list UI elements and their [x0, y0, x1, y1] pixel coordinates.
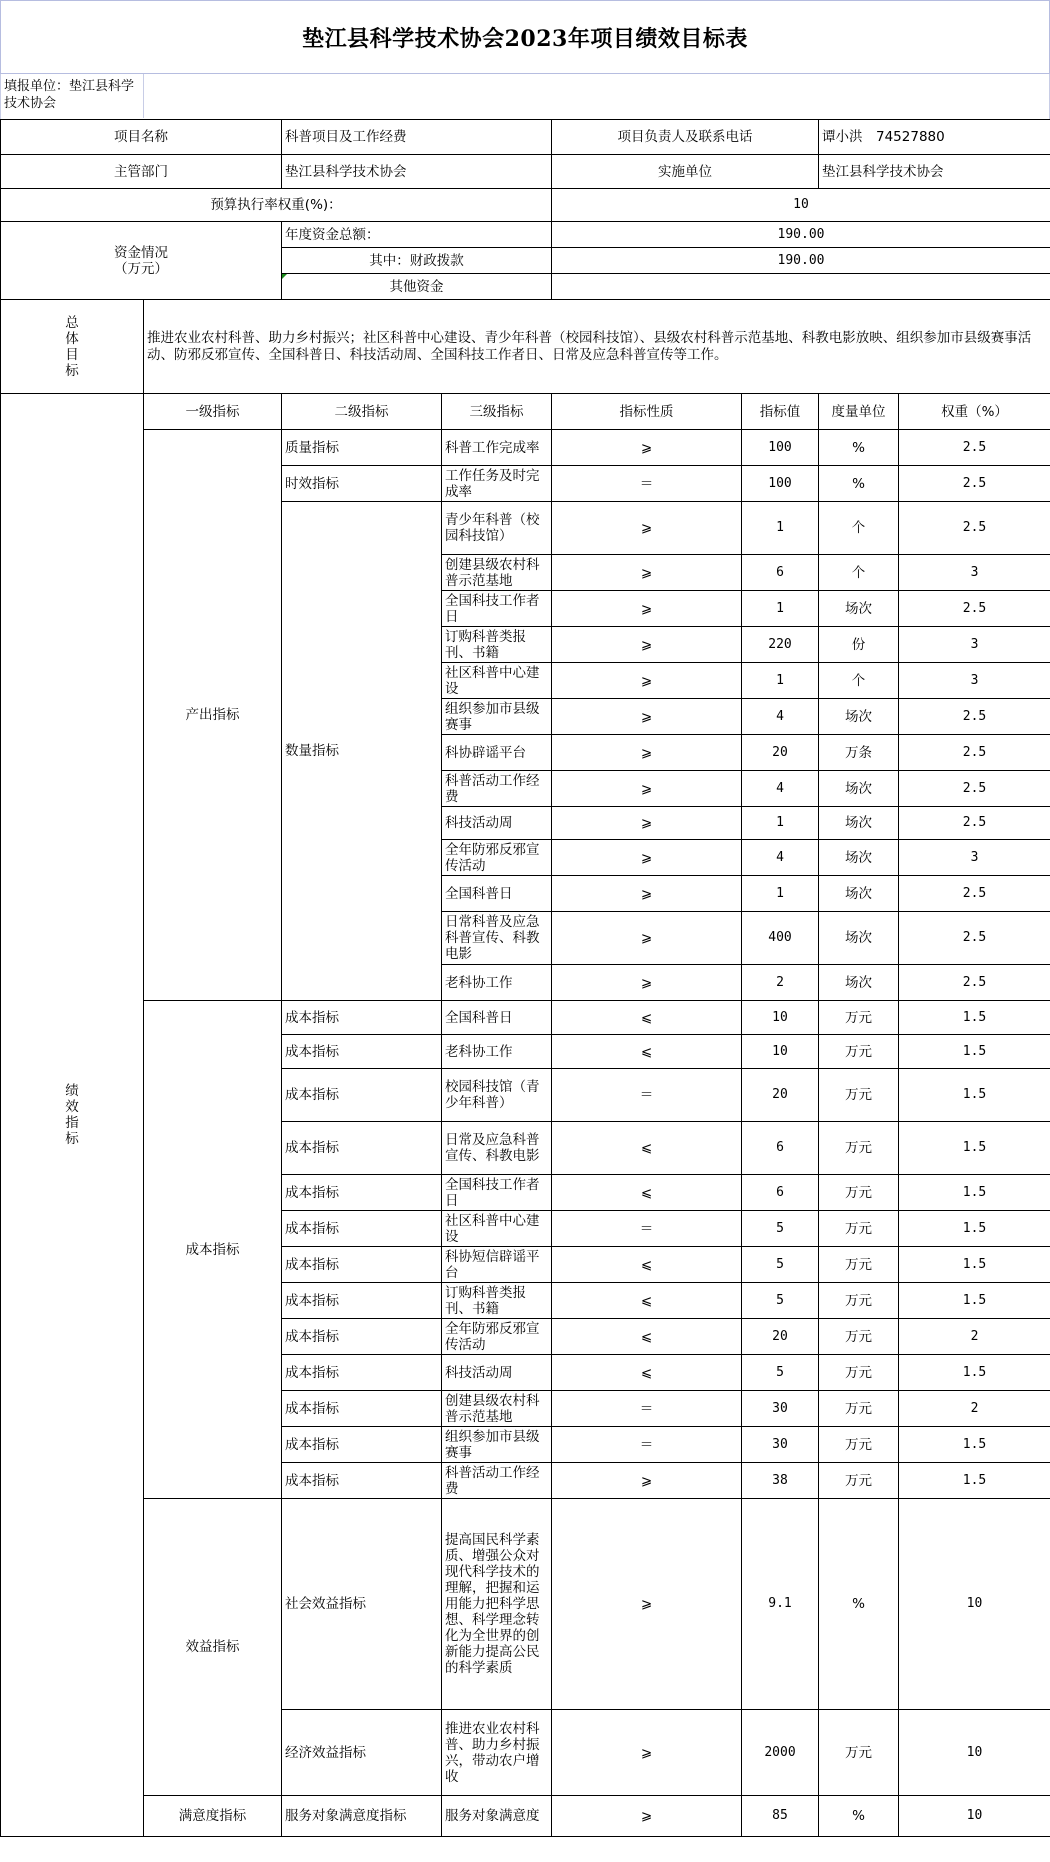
- perf-label: 绩 效 指 标: [1, 394, 144, 1837]
- level2-indicator: 数量指标: [282, 502, 442, 1001]
- indicator-nature: ⩾: [552, 1499, 742, 1710]
- indicator-value: 9.1: [742, 1499, 819, 1710]
- indicator-nature: ＝: [552, 1211, 742, 1247]
- measure-unit: 个: [819, 502, 899, 555]
- level3-indicator: 社区科普中心建设: [442, 1211, 552, 1247]
- indicator-value: 4: [742, 699, 819, 735]
- level3-indicator: 组织参加市县级赛事: [442, 1427, 552, 1463]
- level3-indicator: 全国科普日: [442, 876, 552, 912]
- measure-unit: 场次: [819, 807, 899, 840]
- indicator-weight: 1.5: [899, 1122, 1050, 1175]
- budget-weight-value: 10: [552, 189, 1050, 222]
- indicator-nature: ⩾: [552, 771, 742, 807]
- level2-indicator: 社会效益指标: [282, 1499, 442, 1710]
- header-nature: 指标性质: [552, 394, 742, 430]
- indicator-nature: ⩾: [552, 840, 742, 876]
- level3-indicator: 全国科普日: [442, 1001, 552, 1035]
- indicator-weight: 1.5: [899, 1427, 1050, 1463]
- indicator-nature: ⩽: [552, 1355, 742, 1391]
- indicator-value: 2: [742, 965, 819, 1001]
- indicator-weight: 3: [899, 840, 1050, 876]
- indicator-value: 1: [742, 663, 819, 699]
- project-name-label: 项目名称: [1, 120, 282, 155]
- impl-value: 垫江县科学技术协会: [819, 155, 1050, 189]
- level2-indicator: 成本指标: [282, 1122, 442, 1175]
- measure-unit: 个: [819, 663, 899, 699]
- level2-indicator: 成本指标: [282, 1427, 442, 1463]
- level2-indicator: 服务对象满意度指标: [282, 1796, 442, 1837]
- indicator-row: [1, 1499, 1050, 1710]
- indicator-value: 85: [742, 1796, 819, 1837]
- level3-indicator: 全年防邪反邪宣传活动: [442, 840, 552, 876]
- measure-unit: 万元: [819, 1710, 899, 1796]
- indicator-weight: 2.5: [899, 699, 1050, 735]
- fund-other-value: [552, 274, 1050, 300]
- indicator-value: 6: [742, 1122, 819, 1175]
- indicator-value: 1: [742, 502, 819, 555]
- measure-unit: %: [819, 1796, 899, 1837]
- header-unit: 度量单位: [819, 394, 899, 430]
- indicator-nature: ⩾: [552, 591, 742, 627]
- fund-total-value: 190.00: [552, 222, 1050, 248]
- measure-unit: %: [819, 430, 899, 466]
- indicator-nature: ⩾: [552, 663, 742, 699]
- level3-indicator: 全国科技工作者日: [442, 1175, 552, 1211]
- measure-unit: 万元: [819, 1211, 899, 1247]
- indicator-value: 4: [742, 771, 819, 807]
- dept-label: 主管部门: [1, 155, 282, 189]
- indicator-value: 30: [742, 1391, 819, 1427]
- indicator-nature: ＝: [552, 1391, 742, 1427]
- level3-indicator: 科协辟谣平台: [442, 735, 552, 771]
- indicator-weight: 2.5: [899, 591, 1050, 627]
- indicator-nature: ⩽: [552, 1319, 742, 1355]
- measure-unit: 场次: [819, 699, 899, 735]
- level1-output: 产出指标: [144, 430, 282, 1001]
- level3-indicator: 科普活动工作经费: [442, 771, 552, 807]
- header-level2: 二级指标: [282, 394, 442, 430]
- goal-text: 推进农业农村科普、助力乡村振兴；社区科普中心建设、青少年科普（校园科技馆）、县级农村科普示范基地、科教电影放映、组织参加市县级赛事活动、防邪反邪宣传、全国科普日、科技活动周、全国科技工作者日、日常及应急科普宣传等工作。: [144, 300, 1050, 394]
- level2-indicator: 成本指标: [282, 1247, 442, 1283]
- indicator-value: 30: [742, 1427, 819, 1463]
- level3-indicator: 创建县级农村科普示范基地: [442, 1391, 552, 1427]
- indicator-weight: 2.5: [899, 876, 1050, 912]
- indicator-value: 100: [742, 466, 819, 502]
- indicator-weight: 1.5: [899, 1355, 1050, 1391]
- indicator-weight: 2.5: [899, 466, 1050, 502]
- indicator-value: 5: [742, 1211, 819, 1247]
- level3-indicator: 工作任务及时完成率: [442, 466, 552, 502]
- page-title: 垫江县科学技术协会2023年项目绩效目标表: [0, 0, 1050, 74]
- indicator-weight: 2.5: [899, 735, 1050, 771]
- indicator-weight: 2.5: [899, 807, 1050, 840]
- level3-indicator: 科协短信辟谣平台: [442, 1247, 552, 1283]
- level3-indicator: 科技活动周: [442, 807, 552, 840]
- indicator-weight: 2.5: [899, 965, 1050, 1001]
- indicator-weight: 1.5: [899, 1463, 1050, 1499]
- indicator-nature: ＝: [552, 466, 742, 502]
- level3-indicator: 组织参加市县级赛事: [442, 699, 552, 735]
- measure-unit: 场次: [819, 876, 899, 912]
- indicator-weight: 2.5: [899, 771, 1050, 807]
- indicator-nature: ⩾: [552, 807, 742, 840]
- fund-label: 资金情况 （万元）: [1, 222, 282, 300]
- dept-value: 垫江县科学技术协会: [282, 155, 552, 189]
- indicator-value: 220: [742, 627, 819, 663]
- indicator-weight: 3: [899, 663, 1050, 699]
- level3-indicator: 提高国民科学素质、增强公众对现代科学技术的理解，把握和运用能力把科学思想、科学理念转化为全世界的创新能力提高公民的科学素质: [442, 1499, 552, 1710]
- indicator-nature: ⩽: [552, 1175, 742, 1211]
- level2-indicator: 质量指标: [282, 430, 442, 466]
- measure-unit: 场次: [819, 591, 899, 627]
- indicator-weight: 3: [899, 555, 1050, 591]
- indicator-weight: 2: [899, 1319, 1050, 1355]
- header-value: 指标值: [742, 394, 819, 430]
- indicator-weight: 1.5: [899, 1001, 1050, 1035]
- level2-indicator: 成本指标: [282, 1175, 442, 1211]
- measure-unit: 场次: [819, 840, 899, 876]
- indicator-value: 10: [742, 1001, 819, 1035]
- indicator-nature: ⩽: [552, 1122, 742, 1175]
- contact-value: 谭小洪 74527880: [819, 120, 1050, 155]
- indicator-nature: ⩾: [552, 627, 742, 663]
- indicator-value: 1: [742, 591, 819, 627]
- indicator-value: 38: [742, 1463, 819, 1499]
- level2-indicator: 成本指标: [282, 1001, 442, 1035]
- indicator-weight: 10: [899, 1499, 1050, 1710]
- fund-total-label: 年度资金总额：: [282, 222, 552, 248]
- performance-table: [0, 119, 1050, 1837]
- level3-indicator: 校园科技馆（青少年科普）: [442, 1069, 552, 1122]
- level3-indicator: 订购科普类报刊、书籍: [442, 627, 552, 663]
- level3-indicator: 日常及应急科普宣传、科教电影: [442, 1122, 552, 1175]
- measure-unit: 万元: [819, 1391, 899, 1427]
- level2-indicator: 成本指标: [282, 1283, 442, 1319]
- measure-unit: 万元: [819, 1247, 899, 1283]
- filler-unit-label: 填报单位：垫江县科学技术协会: [1, 74, 144, 118]
- indicator-nature: ⩾: [552, 1710, 742, 1796]
- indicator-value: 100: [742, 430, 819, 466]
- indicator-value: 6: [742, 1175, 819, 1211]
- project-name-value: 科普项目及工作经费: [282, 120, 552, 155]
- level1-benefit: 效益指标: [144, 1499, 282, 1796]
- measure-unit: 万元: [819, 1175, 899, 1211]
- measure-unit: 万元: [819, 1355, 899, 1391]
- indicator-nature: ⩽: [552, 1035, 742, 1069]
- measure-unit: %: [819, 1499, 899, 1710]
- level3-indicator: 青少年科普（校园科技馆）: [442, 502, 552, 555]
- indicator-value: 5: [742, 1355, 819, 1391]
- indicator-nature: ⩾: [552, 912, 742, 965]
- indicator-nature: ＝: [552, 1069, 742, 1122]
- level3-indicator: 科普活动工作经费: [442, 1463, 552, 1499]
- indicator-nature: ⩾: [552, 502, 742, 555]
- level3-indicator: 日常科普及应急科普宣传、科教电影: [442, 912, 552, 965]
- indicator-value: 20: [742, 1069, 819, 1122]
- indicator-weight: 2.5: [899, 430, 1050, 466]
- measure-unit: 个: [819, 555, 899, 591]
- fund-fiscal-value: 190.00: [552, 248, 1050, 274]
- level1-cost: 成本指标: [144, 1001, 282, 1499]
- indicator-nature: ⩾: [552, 555, 742, 591]
- level3-indicator: 推进农业农村科普、助力乡村振兴，带动农户增收: [442, 1710, 552, 1796]
- fund-fiscal-label: 其中：财政拨款: [282, 248, 552, 274]
- measure-unit: 万元: [819, 1319, 899, 1355]
- level3-indicator: 科技活动周: [442, 1355, 552, 1391]
- indicator-nature: ⩽: [552, 1001, 742, 1035]
- indicator-value: 10: [742, 1035, 819, 1069]
- measure-unit: 万元: [819, 1283, 899, 1319]
- measure-unit: 场次: [819, 912, 899, 965]
- measure-unit: 万元: [819, 1001, 899, 1035]
- indicator-nature: ⩾: [552, 1796, 742, 1837]
- contact-label: 项目负责人及联系电话: [552, 120, 819, 155]
- indicator-header-row: [1, 394, 1050, 430]
- indicator-nature: ⩾: [552, 1463, 742, 1499]
- level2-indicator: 成本指标: [282, 1069, 442, 1122]
- indicator-weight: 10: [899, 1710, 1050, 1796]
- indicator-value: 1: [742, 876, 819, 912]
- fund-other-label: 其他资金: [282, 274, 552, 300]
- indicator-weight: 2.5: [899, 912, 1050, 965]
- indicator-nature: ⩾: [552, 430, 742, 466]
- indicator-value: 6: [742, 555, 819, 591]
- measure-unit: 场次: [819, 965, 899, 1001]
- level1-satisfaction: 满意度指标: [144, 1796, 282, 1837]
- level2-indicator: 成本指标: [282, 1211, 442, 1247]
- header-level1: 一级指标: [144, 394, 282, 430]
- indicator-nature: ⩾: [552, 876, 742, 912]
- measure-unit: 万元: [819, 1463, 899, 1499]
- filler-row: [0, 74, 1050, 120]
- indicator-nature: ⩾: [552, 965, 742, 1001]
- level3-indicator: 创建县级农村科普示范基地: [442, 555, 552, 591]
- header-level3: 三级指标: [442, 394, 552, 430]
- level2-indicator: 成本指标: [282, 1355, 442, 1391]
- level3-indicator: 老科协工作: [442, 1035, 552, 1069]
- indicator-weight: 1.5: [899, 1035, 1050, 1069]
- header-weight: 权重（%）: [899, 394, 1050, 430]
- indicator-value: 2000: [742, 1710, 819, 1796]
- measure-unit: 万元: [819, 1427, 899, 1463]
- indicator-value: 400: [742, 912, 819, 965]
- level3-indicator: 全年防邪反邪宣传活动: [442, 1319, 552, 1355]
- indicator-nature: ⩽: [552, 1247, 742, 1283]
- measure-unit: %: [819, 466, 899, 502]
- indicator-weight: 1.5: [899, 1175, 1050, 1211]
- indicator-row: [1, 430, 1050, 466]
- level3-indicator: 服务对象满意度: [442, 1796, 552, 1837]
- indicator-value: 20: [742, 735, 819, 771]
- indicator-value: 5: [742, 1247, 819, 1283]
- level3-indicator: 社区科普中心建设: [442, 663, 552, 699]
- measure-unit: 万元: [819, 1122, 899, 1175]
- indicator-weight: 1.5: [899, 1069, 1050, 1122]
- level2-indicator: 成本指标: [282, 1035, 442, 1069]
- indicator-nature: ⩾: [552, 735, 742, 771]
- indicator-weight: 1.5: [899, 1247, 1050, 1283]
- level2-indicator: 成本指标: [282, 1391, 442, 1427]
- measure-unit: 份: [819, 627, 899, 663]
- indicator-value: 1: [742, 807, 819, 840]
- measure-unit: 场次: [819, 771, 899, 807]
- level2-indicator: 成本指标: [282, 1463, 442, 1499]
- indicator-nature: ⩽: [552, 1283, 742, 1319]
- indicator-weight: 2.5: [899, 502, 1050, 555]
- indicator-nature: ＝: [552, 1427, 742, 1463]
- indicator-row: [1, 1001, 1050, 1035]
- level3-indicator: 全国科技工作者日: [442, 591, 552, 627]
- indicator-value: 5: [742, 1283, 819, 1319]
- level2-indicator: 时效指标: [282, 466, 442, 502]
- indicator-value: 20: [742, 1319, 819, 1355]
- indicator-weight: 1.5: [899, 1283, 1050, 1319]
- indicator-weight: 10: [899, 1796, 1050, 1837]
- impl-label: 实施单位: [552, 155, 819, 189]
- level2-indicator: 成本指标: [282, 1319, 442, 1355]
- goal-label: 总 体 目 标: [1, 300, 144, 394]
- level2-indicator: 经济效益指标: [282, 1710, 442, 1796]
- indicator-weight: 1.5: [899, 1211, 1050, 1247]
- level3-indicator: 老科协工作: [442, 965, 552, 1001]
- measure-unit: 万元: [819, 1035, 899, 1069]
- level3-indicator: 科普工作完成率: [442, 430, 552, 466]
- budget-weight-label: 预算执行率权重(%)：: [1, 189, 552, 222]
- indicator-weight: 2: [899, 1391, 1050, 1427]
- level3-indicator: 订购科普类报刊、书籍: [442, 1283, 552, 1319]
- measure-unit: 万条: [819, 735, 899, 771]
- indicator-weight: 3: [899, 627, 1050, 663]
- indicator-row: [1, 1796, 1050, 1837]
- indicator-value: 4: [742, 840, 819, 876]
- measure-unit: 万元: [819, 1069, 899, 1122]
- indicator-nature: ⩾: [552, 699, 742, 735]
